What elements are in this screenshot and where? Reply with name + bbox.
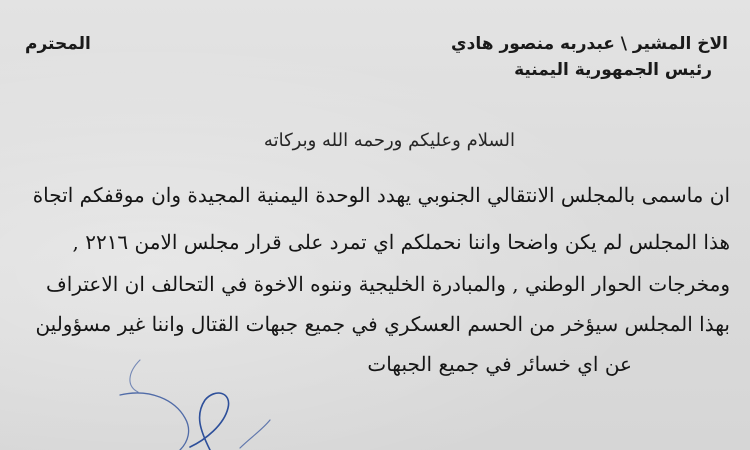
addressee-title: رئيس الجمهورية اليمنية bbox=[514, 60, 712, 80]
letter-line-4: بهذا المجلس سيؤخر من الحسم العسكري في جميع جبهات القتال واننا غير مسؤولين bbox=[35, 312, 730, 336]
addressee-name: الاخ المشير \ عبدربه منصور هادي bbox=[451, 34, 728, 54]
respect-label: المحترم bbox=[25, 34, 91, 54]
letter-line-1: ان ماسمى بالمجلس الانتقالي الجنوبي يهدد الوحدة اليمنية المجيدة وان موقفكم اتجاة bbox=[32, 183, 730, 207]
letter-line-5: عن اي خسائر في جميع الجبهات bbox=[367, 352, 632, 376]
greeting: السلام وعليكم ورحمه الله وبركاته bbox=[263, 130, 515, 151]
letter-line-2: هذا المجلس لم يكن واضحا واننا نحملكم اي تمرد على قرار مجلس الامن ٢٢١٦ , bbox=[72, 230, 730, 254]
letter-line-3: ومخرجات الحوار الوطني , والمبادرة الخليجية وننوه الاخوة في التحالف ان الاعتراف bbox=[46, 272, 730, 296]
